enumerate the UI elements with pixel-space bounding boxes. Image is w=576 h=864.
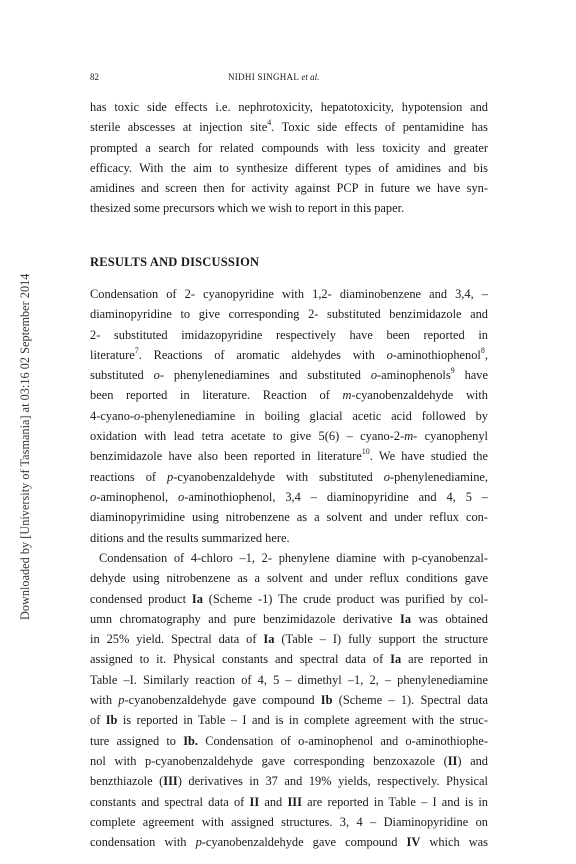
text-line: in 25% yield. Spectral data of Ia (Table – I) fully support the structure	[90, 632, 488, 647]
text-line: with p-cyanobenzaldehyde gave compound Ib (Scheme – 1). Spectral data	[90, 693, 488, 708]
citation: 10	[361, 447, 370, 457]
citation: 9	[450, 366, 455, 376]
text-line: diaminopyrimidine using nitrobenzene as a solvent and under reflux con-	[90, 510, 488, 525]
text-line: oxidation with lead tetra acetate to give 5(6) – cyano-2-m- cyanophenyl	[90, 429, 488, 444]
page-number: 82	[90, 72, 99, 82]
citation: 8	[480, 345, 485, 355]
text-line: umn chromatography and pure benzimidazole derivative Ia was obtained	[90, 611, 488, 626]
text-line: o-aminophenol, o-aminothiophenol, 3,4 – diaminopyridine and 4, 5 –	[90, 489, 488, 504]
text-line: amidines and screen then for activity against PCP in future we have syn-	[90, 181, 488, 196]
text-line: ture assigned to Ib. Condensation of o-aminophenol and o-aminothiophe-	[90, 733, 488, 748]
running-head	[228, 72, 319, 82]
citation: 7	[134, 345, 139, 355]
text-line: of Ib is reported in Table – I and is in complete agreement with the struc-	[90, 713, 488, 728]
text-line: literature$^7$. Reactions of aromatic aldehydes with o-aminothiophenol$^8$,	[90, 345, 488, 362]
text-line: ditions and the results summarized here.	[90, 530, 290, 545]
text-line: complete agreement with assigned structures. 3, 4 – Diaminopyridine on	[90, 814, 488, 829]
text-line: Condensation of 4-chloro –1, 2- phenylene diamine with p-cyanobenzal-	[99, 551, 488, 565]
text-line: Table –I. Similarly reaction of 4, 5 – dimethyl –1, 2, – phenylenediamine	[90, 672, 488, 687]
text-line: prompted a search for related compounds with less toxicity and greater	[90, 140, 488, 155]
author-name: NIDHI SINGHAL	[228, 72, 299, 82]
citation: 4	[267, 118, 272, 128]
text-line: 4-cyano-o-phenylenediamine in boiling glacial acetic acid followed by	[90, 408, 488, 423]
text-line: benzimidazole have also been reported in literature$^{10}$. We have studied the	[90, 447, 488, 464]
download-note: Downloaded by [University of Tasmania] at 03:16 02 September 2014	[18, 273, 32, 620]
text-line: substituted o- phenylenediamines and substituted o-aminophenols$^9$ have	[90, 366, 488, 383]
text-line: thesized some precursors which we wish to report in this paper.	[90, 201, 405, 216]
paragraph-condensation	[90, 548, 488, 852]
paragraph-intro	[90, 97, 488, 219]
text-line: nol with p-cyanobenzaldehyde gave corresponding benzoxazole (II) and	[90, 753, 488, 768]
text-line: dehyde using nitrobenzene as a solvent and under reflux conditions gave	[90, 571, 488, 586]
text-line: efficacy. With the aim to synthesize different types of amidines and bis	[90, 160, 488, 175]
text-line: condensed product Ia (Scheme -1) The crude product was purified by col-	[90, 591, 488, 606]
text-line: been reported in literature. Reaction of m-cyanobenzaldehyde with	[90, 388, 488, 403]
text-line: Condensation of 2- cyanopyridine with 1,2- diaminobenzene and 3,4, –	[90, 287, 488, 301]
text-line: diaminopyridine to give corresponding 2- substituted benzimidazole and	[90, 307, 488, 322]
section-heading: RESULTS AND DISCUSSION	[90, 255, 260, 269]
paragraph-results	[90, 284, 488, 548]
text-line: reactions of p-cyanobenzaldehyde with substituted o-phenylenediamine,	[90, 469, 488, 484]
text-line: has toxic side effects i.e. nephrotoxicity, hepatotoxicity, hypotension and	[90, 100, 488, 114]
text-line: benzthiazole (III) derivatives in 37 and 19% yields, respectively. Physical	[90, 774, 488, 789]
text-line: constants and spectral data of II and III are reported in Table – I and is in	[90, 794, 488, 809]
text-line: assigned to it. Physical constants and spectral data of Ia are reported in	[90, 652, 488, 667]
text-line: 2- substituted imidazopyridine respectively have been reported in	[90, 327, 488, 342]
text-line: condensation with p-cyanobenzaldehyde gave compound IV which was	[90, 835, 488, 850]
text-line: sterile abscesses at injection site$^4$. Toxic side effects of pentamidine has	[90, 118, 488, 135]
et-al: et al.	[301, 72, 320, 82]
